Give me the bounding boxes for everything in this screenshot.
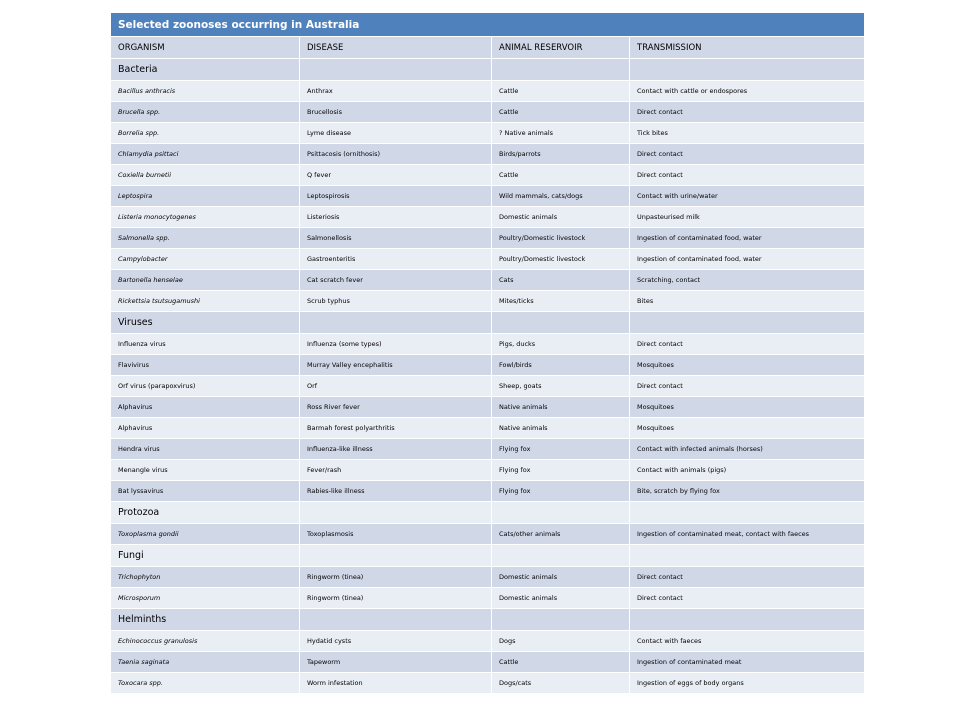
transmission-cell: Ingestion of eggs of body organs (630, 673, 865, 694)
table-body (111, 59, 865, 694)
disease-cell: Murray Valley encephalitis (300, 355, 492, 376)
reservoir-cell: Poultry/Domestic livestock (492, 228, 630, 249)
table-row (111, 291, 865, 312)
table-row (111, 481, 865, 502)
table-row (111, 270, 865, 291)
disease-cell: Ringworm (tinea) (300, 567, 492, 588)
transmission-cell: Contact with cattle or endospores (630, 81, 865, 102)
transmission-cell: Direct contact (630, 165, 865, 186)
transmission-cell: Direct contact (630, 102, 865, 123)
organism-cell: Rickettsia tsutsugamushi (111, 291, 300, 312)
reservoir-cell: Fowl/birds (492, 355, 630, 376)
reservoir-cell: Flying fox (492, 460, 630, 481)
group-empty-cell (630, 312, 865, 334)
group-empty-cell (492, 59, 630, 81)
group-header-row (111, 59, 865, 81)
disease-cell: Rabies-like illness (300, 481, 492, 502)
transmission-cell: Contact with infected animals (horses) (630, 439, 865, 460)
group-empty-cell (492, 312, 630, 334)
organism-cell: Coxiella burnetii (111, 165, 300, 186)
column-header-transmission: TRANSMISSION (630, 37, 865, 59)
transmission-cell: Ingestion of contaminated food, water (630, 228, 865, 249)
disease-cell: Ringworm (tinea) (300, 588, 492, 609)
reservoir-cell: Domestic animals (492, 207, 630, 228)
organism-cell: Trichophyton (111, 567, 300, 588)
transmission-cell: Direct contact (630, 334, 865, 355)
table-row (111, 567, 865, 588)
disease-cell: Toxoplasmosis (300, 524, 492, 545)
transmission-cell: Ingestion of contaminated food, water (630, 249, 865, 270)
transmission-cell: Contact with urine/water (630, 186, 865, 207)
group-label: Viruses (111, 312, 300, 334)
column-header-disease: DISEASE (300, 37, 492, 59)
table-title: Selected zoonoses occurring in Australia (111, 13, 865, 37)
organism-cell: Menangle virus (111, 460, 300, 481)
reservoir-cell: Cattle (492, 652, 630, 673)
disease-cell: Cat scratch fever (300, 270, 492, 291)
disease-cell: Listeriosis (300, 207, 492, 228)
organism-cell: Salmonella spp. (111, 228, 300, 249)
table-row (111, 228, 865, 249)
table-row (111, 102, 865, 123)
disease-cell: Lyme disease (300, 123, 492, 144)
table-row (111, 652, 865, 673)
transmission-cell: Direct contact (630, 588, 865, 609)
group-empty-cell (300, 502, 492, 524)
table-row (111, 81, 865, 102)
transmission-cell: Mosquitoes (630, 397, 865, 418)
reservoir-cell: Native animals (492, 418, 630, 439)
reservoir-cell: Flying fox (492, 439, 630, 460)
reservoir-cell: ? Native animals (492, 123, 630, 144)
disease-cell: Scrub typhus (300, 291, 492, 312)
group-empty-cell (492, 609, 630, 631)
organism-cell: Borrelia spp. (111, 123, 300, 144)
reservoir-cell: Flying fox (492, 481, 630, 502)
disease-cell: Leptospirosis (300, 186, 492, 207)
group-empty-cell (630, 545, 865, 567)
reservoir-cell: Mites/ticks (492, 291, 630, 312)
group-empty-cell (300, 312, 492, 334)
organism-cell: Leptospira (111, 186, 300, 207)
reservoir-cell: Wild mammals, cats/dogs (492, 186, 630, 207)
reservoir-cell: Cats (492, 270, 630, 291)
disease-cell: Barmah forest polyarthritis (300, 418, 492, 439)
reservoir-cell: Cattle (492, 81, 630, 102)
table-row (111, 207, 865, 228)
organism-cell: Hendra virus (111, 439, 300, 460)
organism-cell: Orf virus (parapoxvirus) (111, 376, 300, 397)
organism-cell: Bacillus anthracis (111, 81, 300, 102)
zoonoses-table (110, 12, 865, 694)
reservoir-cell: Cattle (492, 102, 630, 123)
group-empty-cell (300, 545, 492, 567)
group-empty-cell (630, 502, 865, 524)
group-empty-cell (300, 59, 492, 81)
group-empty-cell (492, 545, 630, 567)
table-row (111, 418, 865, 439)
organism-cell: Echinococcus granulosis (111, 631, 300, 652)
column-header-organism: ORGANISM (111, 37, 300, 59)
reservoir-cell: Poultry/Domestic livestock (492, 249, 630, 270)
organism-cell: Microsporum (111, 588, 300, 609)
transmission-cell: Direct contact (630, 567, 865, 588)
organism-cell: Toxocara spp. (111, 673, 300, 694)
organism-cell: Toxoplasma gondii (111, 524, 300, 545)
transmission-cell: Contact with animals (pigs) (630, 460, 865, 481)
organism-cell: Flavivirus (111, 355, 300, 376)
table-row (111, 397, 865, 418)
table-row (111, 588, 865, 609)
table-row (111, 186, 865, 207)
disease-cell: Tapeworm (300, 652, 492, 673)
table-row (111, 165, 865, 186)
organism-cell: Brucella spp. (111, 102, 300, 123)
disease-cell: Psittacosis (ornithosis) (300, 144, 492, 165)
group-label: Helminths (111, 609, 300, 631)
transmission-cell: Direct contact (630, 376, 865, 397)
organism-cell: Bartonella henselae (111, 270, 300, 291)
disease-cell: Worm infestation (300, 673, 492, 694)
table-row (111, 144, 865, 165)
disease-cell: Ross River fever (300, 397, 492, 418)
organism-cell: Influenza virus (111, 334, 300, 355)
reservoir-cell: Domestic animals (492, 567, 630, 588)
group-empty-cell (630, 609, 865, 631)
group-label: Protozoa (111, 502, 300, 524)
table-row (111, 673, 865, 694)
disease-cell: Influenza-like illness (300, 439, 492, 460)
table-row (111, 249, 865, 270)
transmission-cell: Unpasteurised milk (630, 207, 865, 228)
organism-cell: Alphavirus (111, 397, 300, 418)
group-label: Bacteria (111, 59, 300, 81)
reservoir-cell: Native animals (492, 397, 630, 418)
transmission-cell: Bite, scratch by flying fox (630, 481, 865, 502)
table-row (111, 439, 865, 460)
reservoir-cell: Domestic animals (492, 588, 630, 609)
reservoir-cell: Birds/parrots (492, 144, 630, 165)
group-empty-cell (492, 502, 630, 524)
table-row (111, 123, 865, 144)
organism-cell: Alphavirus (111, 418, 300, 439)
transmission-cell: Ingestion of contaminated meat (630, 652, 865, 673)
transmission-cell: Ingestion of contaminated meat, contact with faeces (630, 524, 865, 545)
table-row (111, 376, 865, 397)
reservoir-cell: Dogs/cats (492, 673, 630, 694)
disease-cell: Orf (300, 376, 492, 397)
organism-cell: Listeria monocytogenes (111, 207, 300, 228)
column-header-row (111, 37, 865, 59)
disease-cell: Brucellosis (300, 102, 492, 123)
organism-cell: Bat lyssavirus (111, 481, 300, 502)
organism-cell: Taenia saginata (111, 652, 300, 673)
organism-cell: Chlamydia psittaci (111, 144, 300, 165)
disease-cell: Influenza (some types) (300, 334, 492, 355)
disease-cell: Q fever (300, 165, 492, 186)
transmission-cell: Bites (630, 291, 865, 312)
reservoir-cell: Cats/other animals (492, 524, 630, 545)
transmission-cell: Tick bites (630, 123, 865, 144)
transmission-cell: Mosquitoes (630, 355, 865, 376)
table-row (111, 524, 865, 545)
group-header-row (111, 609, 865, 631)
reservoir-cell: Dogs (492, 631, 630, 652)
group-label: Fungi (111, 545, 300, 567)
group-header-row (111, 312, 865, 334)
transmission-cell: Scratching, contact (630, 270, 865, 291)
disease-cell: Salmonellosis (300, 228, 492, 249)
transmission-cell: Contact with faeces (630, 631, 865, 652)
disease-cell: Anthrax (300, 81, 492, 102)
group-header-row (111, 502, 865, 524)
reservoir-cell: Pigs, ducks (492, 334, 630, 355)
table-row (111, 631, 865, 652)
transmission-cell: Mosquitoes (630, 418, 865, 439)
table-title-row (111, 13, 865, 37)
disease-cell: Gastroenteritis (300, 249, 492, 270)
transmission-cell: Direct contact (630, 144, 865, 165)
disease-cell: Hydatid cysts (300, 631, 492, 652)
column-header-animal-reservoir: ANIMAL RESERVOIR (492, 37, 630, 59)
group-empty-cell (630, 59, 865, 81)
group-header-row (111, 545, 865, 567)
disease-cell: Fever/rash (300, 460, 492, 481)
reservoir-cell: Sheep, goats (492, 376, 630, 397)
table-row (111, 334, 865, 355)
table-row (111, 355, 865, 376)
organism-cell: Campylobacter (111, 249, 300, 270)
group-empty-cell (300, 609, 492, 631)
reservoir-cell: Cattle (492, 165, 630, 186)
table-row (111, 460, 865, 481)
